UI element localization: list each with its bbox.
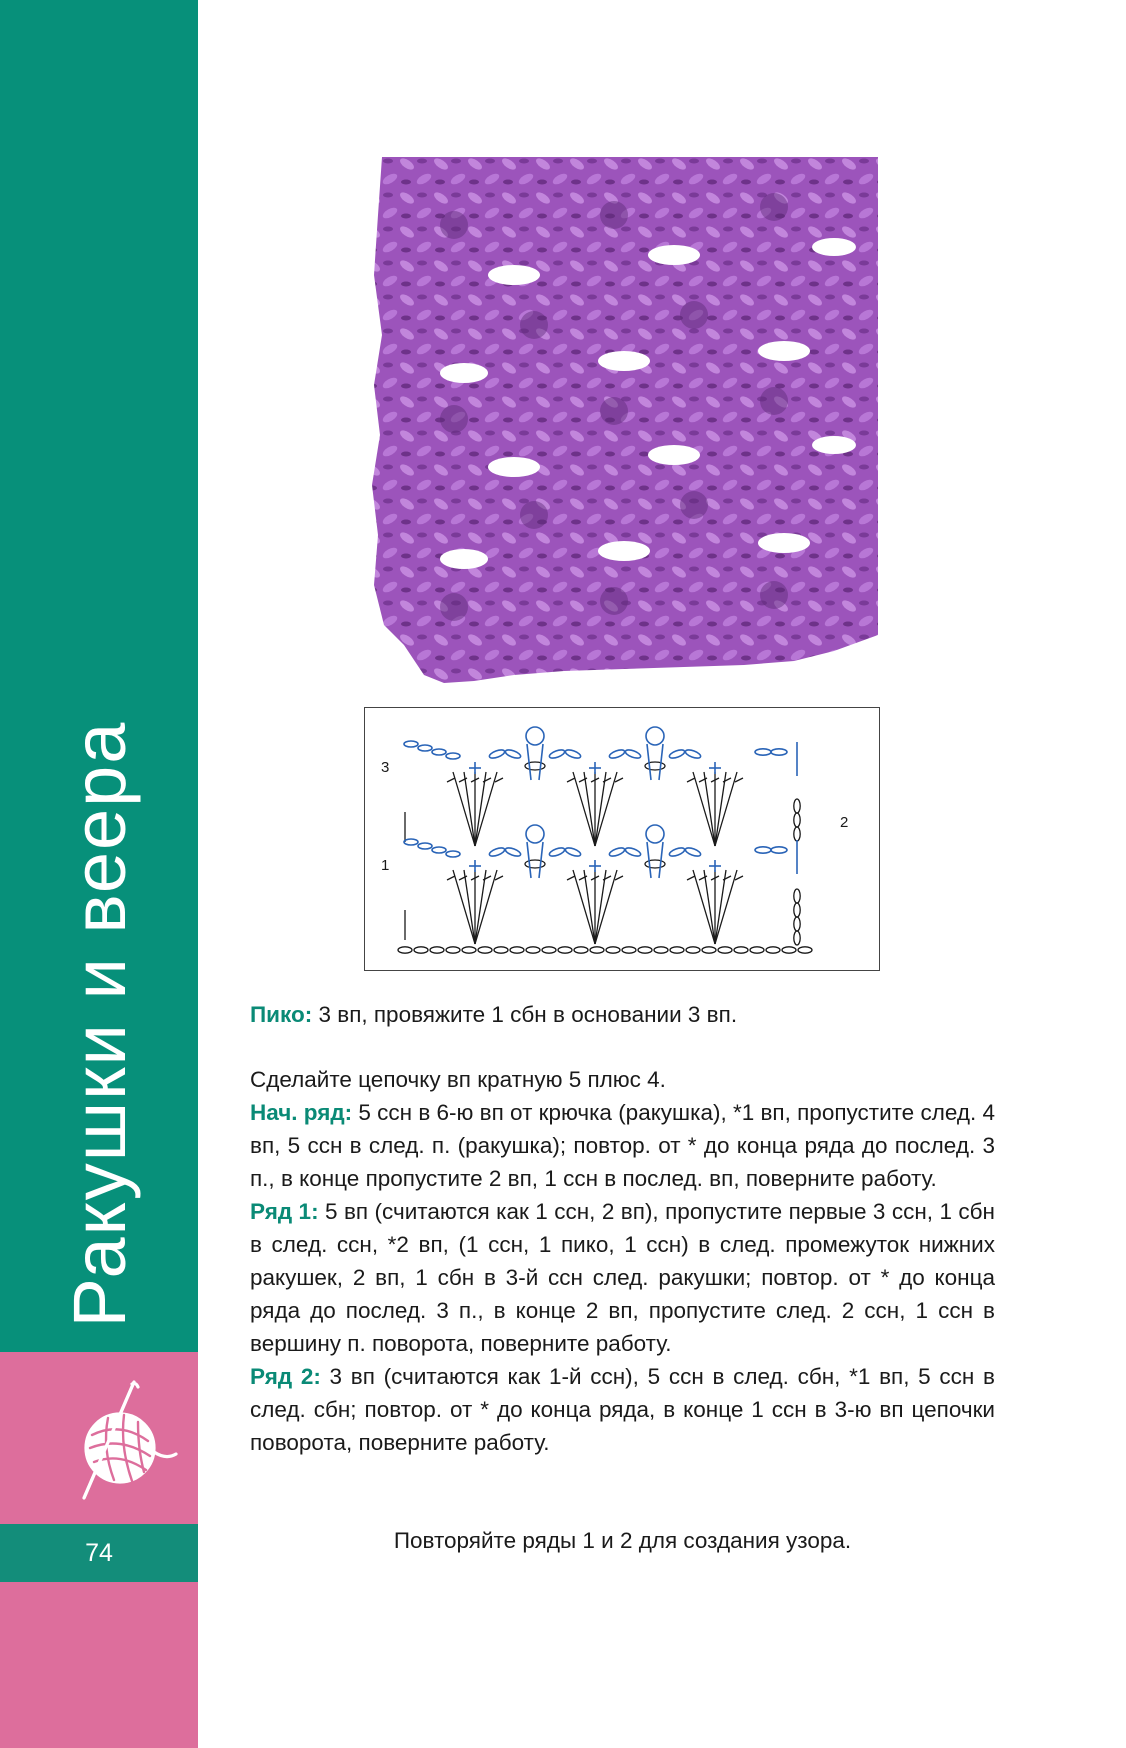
double-crochet-fan: [704, 772, 715, 846]
row-1-turning-chain: [418, 843, 432, 849]
row-label-2: 2: [840, 814, 849, 831]
chain-stitch: [718, 947, 732, 953]
chain-stitch: [638, 947, 652, 953]
picot-label: Пико:: [250, 1002, 313, 1027]
double-crochet-fan-bar: [615, 876, 623, 880]
row-3-turning-chain: [432, 749, 446, 755]
row-3-chain: [548, 748, 565, 759]
row-1-picot: [646, 825, 664, 843]
double-crochet-fan: [573, 870, 595, 944]
yarn-ball-with-hook-icon: [72, 1380, 182, 1500]
row-1: [250, 1195, 995, 1360]
row-3-chain: [564, 748, 581, 759]
row-3-chain: [488, 748, 505, 759]
double-crochet-fan-bar: [567, 778, 575, 782]
picot-definition: [250, 998, 995, 1031]
start-row-label: Нач. ряд:: [250, 1100, 353, 1125]
turning-chain: [794, 889, 800, 903]
row-2-label: Ряд 2:: [250, 1364, 321, 1389]
chain-stitch: [734, 947, 748, 953]
row-1-picot: [526, 825, 544, 843]
double-crochet-fan: [715, 772, 737, 846]
chain-stitch: [525, 860, 545, 868]
row-1-turning-chain: [446, 851, 460, 857]
double-crochet-fan: [584, 772, 595, 846]
chain-stitch: [446, 947, 460, 953]
chain-stitch: [525, 762, 545, 770]
chain-stitch: [542, 947, 556, 953]
chain-stitch: [750, 947, 764, 953]
row-1-chain: [624, 846, 641, 857]
turning-chain: [794, 827, 800, 841]
chain-stitch: [590, 947, 604, 953]
double-crochet-fan: [475, 772, 486, 846]
double-crochet-fan: [464, 870, 475, 944]
double-crochet-fan-bar: [687, 876, 695, 880]
row-1-chain: [548, 846, 565, 857]
crochet-chart: [364, 707, 880, 971]
row-3-picot: [526, 727, 544, 745]
chain-stitch: [645, 762, 665, 770]
chain-stitch: [558, 947, 572, 953]
row-3-chain: [504, 748, 521, 759]
double-crochet-fan: [715, 772, 726, 846]
double-crochet-fan: [595, 870, 606, 944]
row-1-chain: [564, 846, 581, 857]
row-2: [250, 1360, 995, 1459]
sidebar: [0, 0, 198, 1748]
turning-chain: [794, 903, 800, 917]
chain-stitch: [414, 947, 428, 953]
chain-stitch: [526, 947, 540, 953]
picot-text: 3 вп, провяжите 1 сбн в основании 3 вп.: [312, 1002, 738, 1027]
row-3-turning-chain: [404, 741, 418, 747]
row-1-turning-chain: [432, 847, 446, 853]
chain-stitch: [574, 947, 588, 953]
intro-text: Сделайте цепочку вп кратную 5 плюс 4.: [250, 1067, 666, 1092]
double-crochet-fan-bar: [495, 778, 503, 782]
crochet-swatch-photo: [364, 155, 878, 691]
double-crochet-fan: [475, 870, 486, 944]
chain-stitch: [462, 947, 476, 953]
turning-chain: [794, 799, 800, 813]
double-crochet-fan: [453, 870, 475, 944]
row-label-1: 1: [381, 857, 390, 874]
row-1-chain: [684, 846, 701, 857]
row-1-turning-chain: [404, 839, 418, 845]
chain-stitch: [766, 947, 780, 953]
row-3-chain: [624, 748, 641, 759]
chain-stitch: [782, 947, 796, 953]
row-1-chain: [488, 846, 505, 857]
turning-chain: [794, 917, 800, 931]
row-1-chain: [608, 846, 625, 857]
crochet-chart-svg: [365, 708, 881, 972]
double-crochet-fan: [595, 772, 617, 846]
chain-stitch: [478, 947, 492, 953]
row-label-3: 3: [381, 759, 390, 776]
row-1-chain: [771, 847, 787, 853]
double-crochet-fan-bar: [447, 876, 455, 880]
row-3-chain: [684, 748, 701, 759]
double-crochet-fan: [453, 772, 475, 846]
double-crochet-fan-bar: [735, 876, 743, 880]
turning-chain: [794, 813, 800, 827]
double-crochet-fan: [584, 870, 595, 944]
double-crochet-fan: [715, 870, 737, 944]
double-crochet-fan-bar: [567, 876, 575, 880]
double-crochet-fan: [595, 870, 617, 944]
double-crochet-fan-bar: [687, 778, 695, 782]
turning-chain: [794, 931, 800, 945]
double-crochet-fan: [573, 772, 595, 846]
row-1-text: 5 вп (считаются как 1 ссн, 2 вп), пропустите первые 3 ссн, 1 сбн в след. ссн, *2 вп, (1 ссн, 1 пико, 1 ссн) в след. промежуток нижних ракушек, 2 вп, 1 сбн в 3-й ссн след. ракушки; повтор. от * до конца ряда до послед. 3 п., в конце 2 вп, пропустите след. 2 ссн, 1 ссн в вершину п. поворота, поверните работу.: [250, 1199, 995, 1356]
chain-stitch: [798, 947, 812, 953]
instructions: [250, 1063, 995, 1459]
row-3-chain: [755, 749, 771, 755]
double-crochet-fan: [595, 772, 606, 846]
chain-stitch: [398, 947, 412, 953]
double-crochet-fan: [704, 870, 715, 944]
chain-stitch: [654, 947, 668, 953]
double-crochet-fan: [464, 772, 475, 846]
chain-stitch: [494, 947, 508, 953]
double-crochet-fan: [475, 870, 497, 944]
start-row: [250, 1096, 995, 1195]
start-row-text: 5 ссн в 6-ю вп от крючка (ракушка), *1 вп, пропустите след. 4 вп, 5 ссн в след. п. (ракушка); повтор. от * до конца ряда до послед. 3 п., в конце пропустите 2 вп, 1 ссн в послед. вп, поверните работу.: [250, 1100, 995, 1191]
row-2-text: 3 вп (считаются как 1-й ссн), 5 ссн в след. сбн, *1 вп, 5 ссн в след. сбн; повтор. от * до конца ряда, в конце 1 ссн в 3-ю вп цепочки поворота, поверните работу.: [250, 1364, 995, 1455]
double-crochet-fan-bar: [447, 778, 455, 782]
row-1-chain: [668, 846, 685, 857]
sidebar-pink-band-bottom: [0, 1582, 198, 1748]
double-crochet-fan-bar: [615, 778, 623, 782]
chain-stitch: [430, 947, 444, 953]
chain-stitch: [645, 860, 665, 868]
row-1-chain: [504, 846, 521, 857]
chain-stitch: [622, 947, 636, 953]
page-number: 74: [85, 1538, 113, 1567]
row-3-turning-chain: [446, 753, 460, 759]
double-crochet-fan: [715, 870, 726, 944]
double-crochet-fan-bar: [735, 778, 743, 782]
double-crochet-fan: [693, 772, 715, 846]
row-1-label: Ряд 1:: [250, 1199, 319, 1224]
double-crochet-fan: [693, 870, 715, 944]
double-crochet-fan: [475, 772, 497, 846]
row-3-chain: [668, 748, 685, 759]
row-3-turning-chain: [418, 745, 432, 751]
repeat-instruction: Повторяйте ряды 1 и 2 для создания узора.: [393, 1528, 852, 1553]
section-title: Ракушки и веера: [58, 720, 141, 1328]
chain-stitch: [510, 947, 524, 953]
row-3-chain: [608, 748, 625, 759]
chain-stitch: [606, 947, 620, 953]
row-3-chain: [771, 749, 787, 755]
double-crochet-fan-bar: [495, 876, 503, 880]
row-3-picot: [646, 727, 664, 745]
row-1-chain: [755, 847, 771, 853]
chain-stitch: [670, 947, 684, 953]
chain-stitch: [686, 947, 700, 953]
chain-stitch: [702, 947, 716, 953]
